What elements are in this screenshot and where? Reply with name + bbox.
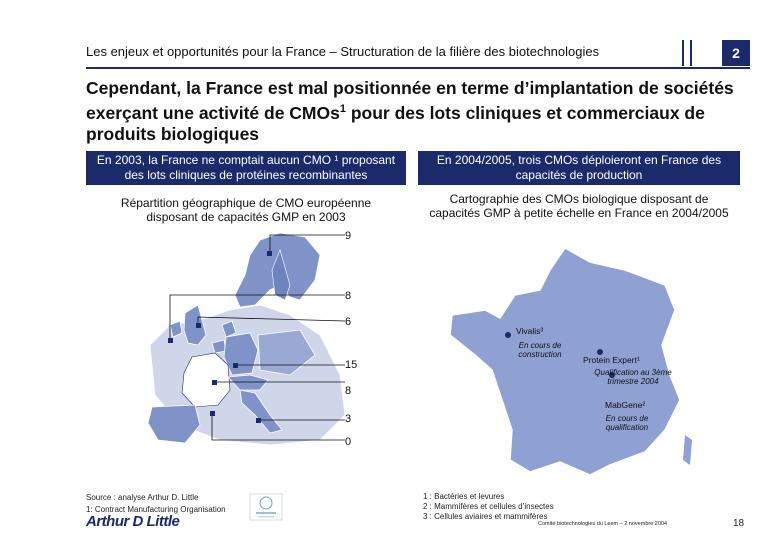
left-subtitle-line-2: disposant de capacités GMP en 2003 xyxy=(146,210,346,224)
marker-ireland xyxy=(168,338,173,343)
marker-scandinavia xyxy=(267,251,272,256)
source-note: Source : analyse Arthur D. Little xyxy=(86,493,199,502)
marker-spain xyxy=(210,411,215,416)
section-header-main: Les enjeux et opportunités pour la France xyxy=(86,44,326,59)
header-divider-bar-1 xyxy=(682,40,684,66)
footnotes-left xyxy=(86,493,226,515)
count-9: 9 xyxy=(345,230,352,242)
title-line-3: produits biologiques xyxy=(86,123,260,144)
vivalis-status-line-2: construction xyxy=(518,350,562,359)
marker-switzerland xyxy=(212,380,217,385)
title-line-2b: pour des lots cliniques et commerciaux de xyxy=(345,102,705,123)
count-15: 15 xyxy=(345,359,358,371)
marker-uk xyxy=(196,323,201,328)
germany-region xyxy=(224,333,258,375)
footnote-bacteria: 1 : Bactéries et levures xyxy=(423,492,505,501)
count-3: 3 xyxy=(345,413,352,425)
footnote-avian: 3 : Cellules aviaires et mammifères xyxy=(423,512,548,521)
title-line-2 xyxy=(86,99,766,124)
section-header xyxy=(86,44,599,59)
left-subtitle xyxy=(86,196,406,224)
protein-expert-status xyxy=(588,368,678,386)
footer-event: Comité biotechnologies du Leem – 2 novembre 2004 xyxy=(538,521,668,527)
vivalis-label: Vivalis³ xyxy=(516,326,544,336)
marker-germany xyxy=(233,363,238,368)
count-6: 6 xyxy=(345,316,352,328)
title-line-1: Cependant, la France est mal positionnée en terme d’implantation de sociétés xyxy=(86,78,734,98)
right-subtitle-line-1: Cartographie des CMOs biologique disposant de xyxy=(449,192,709,206)
header-divider-bar-2 xyxy=(690,40,692,66)
footnote-1-left: 1: Contract Manufacturing Organisation xyxy=(86,505,226,514)
mabgene-status xyxy=(596,414,658,432)
footnotes-right xyxy=(423,492,554,522)
mabgene-status-line-2: qualification xyxy=(605,423,649,432)
section-header-sub: – Structuration de la filière des biotechnologies xyxy=(325,44,600,59)
france-shape xyxy=(450,248,680,475)
mabgene-label: MabGene² xyxy=(605,400,646,410)
count-0: 0 xyxy=(345,436,352,448)
mabgene-status-line-1: En cours de xyxy=(605,414,649,423)
iberia-region xyxy=(148,405,200,443)
page-number: 18 xyxy=(733,518,745,529)
right-subtitle xyxy=(418,192,740,220)
left-subtitle-line-1: Répartition géographique de CMO européenne xyxy=(120,196,372,210)
protein-expert-label: Protein Expert¹ xyxy=(583,355,640,365)
uk-region xyxy=(184,305,206,345)
title-sup: 1 xyxy=(339,103,346,115)
vivalis-status xyxy=(510,341,570,359)
count-8b: 8 xyxy=(345,385,352,397)
marker-italy xyxy=(256,418,261,423)
left-band xyxy=(86,151,406,185)
leem-logo-icon xyxy=(248,492,284,522)
left-band-line-2: des lots cliniques de protéines recombinantes xyxy=(124,168,368,182)
vivalis-status-line-1: En cours de xyxy=(518,341,562,350)
france-map xyxy=(440,240,710,480)
footnote-mammals: 2 : Mammifères et cellules d’insectes xyxy=(423,502,554,511)
left-band-line-1: En 2003, la France ne comptait aucun CMO ¹ proposant xyxy=(96,153,396,167)
vivalis-marker xyxy=(505,332,511,338)
protein-expert-status-line-1: Qualification au 3ème xyxy=(594,368,672,377)
europe-map xyxy=(140,225,358,450)
right-subtitle-line-2: capacités GMP à petite échelle en France en 2004/2005 xyxy=(429,206,729,220)
protein-expert-status-line-2: trimestre 2004 xyxy=(607,377,659,386)
right-band-line-2: capacités de production xyxy=(515,168,643,182)
header-rule xyxy=(86,67,750,69)
right-band xyxy=(418,151,740,185)
right-band-line-1: En 2004/2005, trois CMOs déploieront en France des xyxy=(436,153,722,167)
page-title xyxy=(86,78,766,145)
corsica-shape xyxy=(683,435,692,465)
count-8a: 8 xyxy=(345,290,352,302)
page-tag: 2 xyxy=(722,40,750,66)
title-line-2a: exerçant une activité de CMOs xyxy=(86,102,340,123)
arthur-d-little-logo: Arthur D Little xyxy=(86,513,180,530)
